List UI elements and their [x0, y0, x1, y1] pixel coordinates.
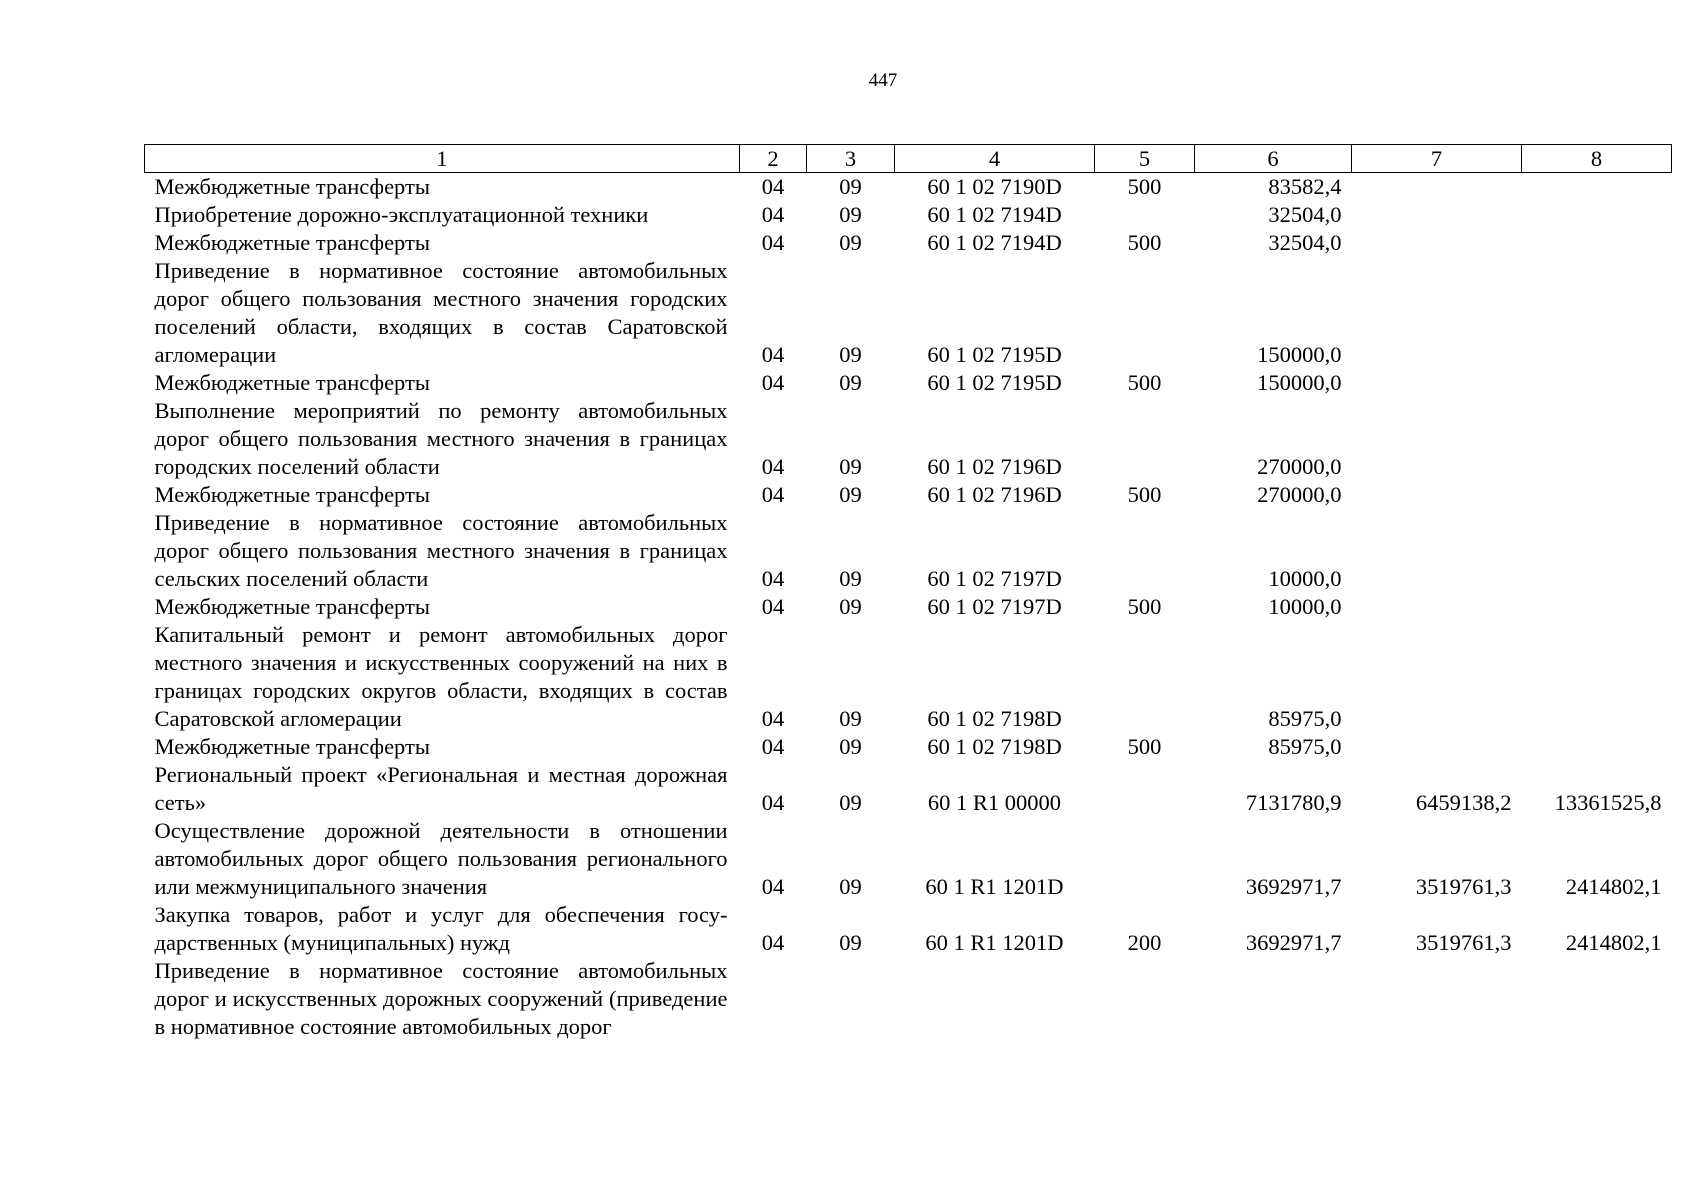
expense-type-code: 200	[1127, 930, 1162, 955]
table-header	[145, 145, 1672, 173]
expense-type-code	[1095, 761, 1195, 817]
column-header: 2	[740, 145, 807, 173]
target-article-code: 60 1 R1 00000	[927, 790, 1062, 815]
target-article-code: 60 1 R1 1201D	[925, 930, 1064, 955]
column-header: 4	[895, 145, 1095, 173]
expense-type-code	[1095, 621, 1195, 733]
column-header: 6	[1195, 145, 1352, 173]
page-number: 447	[868, 70, 898, 91]
target-article-code: 60 1 02 7194D	[927, 202, 1062, 227]
table-row	[145, 481, 1672, 509]
amount-col8: 13361525,8	[1554, 790, 1662, 815]
item-name: Межбюджетные трансферты	[154, 594, 430, 619]
target-article-code: 60 1 02 7197D	[927, 594, 1062, 619]
table-row	[145, 369, 1672, 397]
header-row	[145, 145, 1672, 173]
amount-col8	[1522, 957, 1672, 1041]
table-row	[145, 229, 1672, 257]
item-name: Региональный проект «Региональная и местная дорожная сеть»	[154, 762, 728, 815]
amount-col8	[1522, 229, 1672, 257]
item-name: Приобретение дорожно-эксплуатационной техники	[154, 202, 649, 227]
table-row	[145, 733, 1672, 761]
amount-col7	[1352, 173, 1522, 202]
table-row	[145, 509, 1672, 593]
amount-col6	[1195, 957, 1352, 1041]
amount-col7	[1352, 257, 1522, 369]
amount-col7	[1352, 509, 1522, 593]
subsection-code: 09	[839, 342, 862, 367]
column-header: 5	[1095, 145, 1195, 173]
expense-type-code	[1095, 817, 1195, 901]
item-name: Межбюджетные трансферты	[154, 734, 430, 759]
amount-col7	[1352, 201, 1522, 229]
expense-type-code	[1095, 957, 1195, 1041]
amount-col8	[1522, 201, 1672, 229]
table-row	[145, 201, 1672, 229]
amount-col8	[1522, 621, 1672, 733]
table-row	[145, 397, 1672, 481]
amount-col6: 32504,0	[1268, 230, 1342, 255]
expense-type-code: 500	[1127, 482, 1162, 507]
column-header: 1	[145, 145, 740, 173]
amount-col6: 10000,0	[1268, 566, 1342, 591]
subsection-code: 09	[839, 594, 862, 619]
table-body	[145, 173, 1672, 1042]
subsection-code: 09	[839, 174, 862, 199]
item-name: Межбюджетные трансферты	[154, 370, 430, 395]
target-article-code: 60 1 02 7195D	[927, 370, 1062, 395]
subsection-code: 09	[839, 370, 862, 395]
target-article-code: 60 1 02 7197D	[927, 566, 1062, 591]
section-code	[740, 957, 807, 1041]
target-article-code: 60 1 02 7196D	[927, 454, 1062, 479]
subsection-code: 09	[839, 706, 862, 731]
section-code: 04	[761, 174, 785, 199]
amount-col8	[1522, 397, 1672, 481]
amount-col6: 10000,0	[1268, 594, 1342, 619]
amount-col7	[1352, 369, 1522, 397]
subsection-code: 09	[839, 930, 862, 955]
item-name: Приведение в нормативное состояние автомобильных дорог и искусственных дорожных сооружений (приведение в нормативное состояние автомобильных дорог	[154, 958, 728, 1039]
expense-type-code	[1095, 397, 1195, 481]
target-article-code: 60 1 02 7198D	[927, 706, 1062, 731]
amount-col8	[1522, 733, 1672, 761]
section-code: 04	[761, 874, 785, 899]
section-code: 04	[761, 370, 785, 395]
expense-type-code: 500	[1127, 230, 1162, 255]
expense-type-code	[1095, 509, 1195, 593]
item-name: Капитальный ремонт и ремонт автомобильных дорог местного значения и искусственных сооружений на них в границах городских округов области, входящих в состав Саратовской агломерации	[154, 622, 728, 731]
amount-col6: 270000,0	[1257, 454, 1342, 479]
amount-col7	[1352, 957, 1522, 1041]
target-article-code: 60 1 02 7194D	[927, 230, 1062, 255]
target-article-code: 60 1 R1 1201D	[925, 874, 1064, 899]
subsection-code: 09	[839, 482, 862, 507]
section-code: 04	[761, 482, 785, 507]
table-row	[145, 621, 1672, 733]
amount-col7: 3519761,3	[1415, 874, 1512, 899]
section-code: 04	[761, 930, 785, 955]
target-article-code	[895, 957, 1095, 1041]
target-article-code: 60 1 02 7196D	[927, 482, 1062, 507]
amount-col8	[1522, 593, 1672, 621]
subsection-code: 09	[839, 202, 862, 227]
amount-col8	[1522, 481, 1672, 509]
section-code: 04	[761, 734, 785, 759]
amount-col6: 150000,0	[1257, 342, 1342, 367]
table-row	[145, 817, 1672, 901]
subsection-code: 09	[839, 734, 862, 759]
column-header: 8	[1522, 145, 1672, 173]
amount-col6: 270000,0	[1257, 482, 1342, 507]
amount-col8	[1522, 257, 1672, 369]
section-code: 04	[761, 594, 785, 619]
item-name: Выполнение мероприятий по ремонту автомобильных дорог общего пользования местного значения в границах городских поселений области	[154, 398, 728, 479]
expense-type-code: 500	[1127, 174, 1162, 199]
expense-type-code: 500	[1127, 734, 1162, 759]
section-code: 04	[761, 454, 785, 479]
section-code: 04	[761, 202, 785, 227]
section-code: 04	[761, 230, 785, 255]
subsection-code: 09	[839, 230, 862, 255]
amount-col6: 3692971,7	[1245, 930, 1342, 955]
expense-type-code: 500	[1127, 594, 1162, 619]
section-code: 04	[761, 706, 785, 731]
item-name: Приведение в нормативное состояние автомобильных дорог общего пользования местного значения городских поселений области, входящих в состав Саратовской агломерации	[154, 258, 728, 367]
amount-col7	[1352, 733, 1522, 761]
amount-col7	[1352, 593, 1522, 621]
amount-col7: 6459138,2	[1415, 790, 1512, 815]
subsection-code: 09	[839, 566, 862, 591]
column-header: 7	[1352, 145, 1522, 173]
amount-col8: 2414802,1	[1565, 930, 1662, 955]
item-name: Закупка товаров, работ и услуг для обеспечения государственных (муниципальных) нужд	[154, 902, 728, 955]
item-name: Межбюджетные трансферты	[154, 174, 430, 199]
amount-col6: 150000,0	[1257, 370, 1342, 395]
amount-col6: 3692971,7	[1245, 874, 1342, 899]
subsection-code: 09	[839, 454, 862, 479]
table-row	[145, 257, 1672, 369]
target-article-code: 60 1 02 7195D	[927, 342, 1062, 367]
target-article-code: 60 1 02 7190D	[927, 174, 1062, 199]
section-code: 04	[761, 790, 785, 815]
amount-col7	[1352, 397, 1522, 481]
expense-type-code	[1095, 257, 1195, 369]
amount-col7	[1352, 621, 1522, 733]
budget-table	[144, 144, 1672, 1041]
table-row	[145, 593, 1672, 621]
item-name: Осуществление дорожной деятельности в отношении автомобильных дорог общего пользования регионального или межмуниципального значения	[154, 818, 728, 899]
amount-col6: 83582,4	[1268, 174, 1342, 199]
amount-col8: 2414802,1	[1565, 874, 1662, 899]
item-name: Межбюджетные трансферты	[154, 482, 430, 507]
expense-type-code: 500	[1127, 370, 1162, 395]
table-row	[145, 761, 1672, 817]
subsection-code: 09	[839, 874, 862, 899]
subsection-code: 09	[839, 790, 862, 815]
amount-col7: 3519761,3	[1415, 930, 1512, 955]
section-code: 04	[761, 342, 785, 367]
table-row	[145, 173, 1672, 202]
amount-col7	[1352, 481, 1522, 509]
item-name: Межбюджетные трансферты	[154, 230, 430, 255]
amount-col6: 85975,0	[1268, 734, 1342, 759]
amount-col8	[1522, 173, 1672, 202]
amount-col8	[1522, 369, 1672, 397]
column-header: 3	[807, 145, 895, 173]
subsection-code	[807, 957, 895, 1041]
item-name: Приведение в нормативное состояние автомобильных дорог общего пользования местного значения в границах сельских поселений области	[154, 510, 728, 591]
table-row	[145, 901, 1672, 957]
amount-col7	[1352, 229, 1522, 257]
table-row	[145, 957, 1672, 1041]
amount-col8	[1522, 509, 1672, 593]
amount-col6: 32504,0	[1268, 202, 1342, 227]
target-article-code: 60 1 02 7198D	[927, 734, 1062, 759]
expense-type-code	[1095, 201, 1195, 229]
amount-col6: 7131780,9	[1245, 790, 1342, 815]
amount-col6: 85975,0	[1268, 706, 1342, 731]
section-code: 04	[761, 566, 785, 591]
